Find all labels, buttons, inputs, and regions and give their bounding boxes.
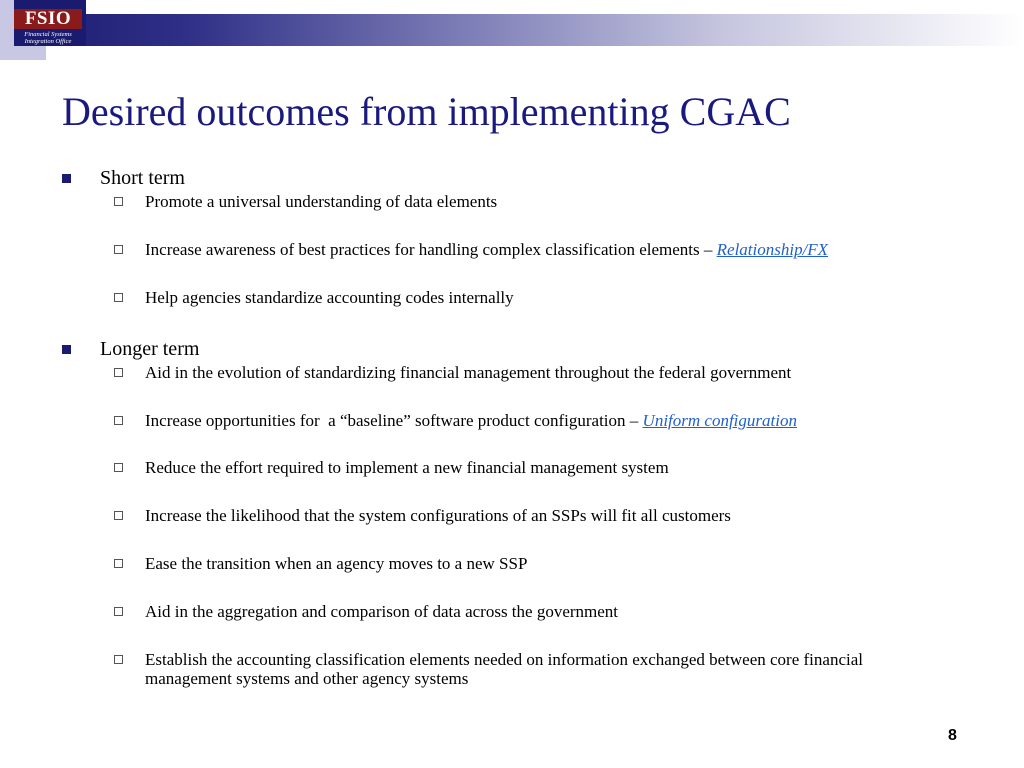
list-item <box>145 554 935 573</box>
list-item-text: Increase the likelihood that the system configurations of an SSPs will fit all customers <box>145 506 731 525</box>
hollow-square-bullet-icon <box>114 197 123 206</box>
hollow-square-bullet-icon <box>114 416 123 425</box>
slide-title: Desired outcomes from implementing CGAC <box>62 89 791 134</box>
list-item <box>145 288 935 307</box>
page-number: 8 <box>948 727 957 744</box>
list-item-text: Aid in the aggregation and comparison of data across the government <box>145 602 619 621</box>
section-heading-longer-term: Longer term <box>100 338 200 360</box>
hollow-square-bullet-icon <box>114 368 123 377</box>
list-item <box>145 411 935 430</box>
logo-abbrev: FSIO <box>14 9 82 29</box>
list-item <box>145 458 935 477</box>
list-item-text: Increase opportunities for a “baseline” software product configuration – <box>145 411 643 430</box>
relationship-fx-link[interactable]: Relationship/FX <box>716 240 829 259</box>
logo-subtitle-line2: Integration Office <box>24 38 72 45</box>
list-item-text: Establish the accounting classification elements needed on information exchanged between core financial management systems and other agency systems <box>145 650 863 688</box>
list-item <box>145 192 935 211</box>
hollow-square-bullet-icon <box>114 463 123 472</box>
hollow-square-bullet-icon <box>114 607 123 616</box>
list-item <box>145 650 935 688</box>
list-item <box>145 506 935 525</box>
square-bullet-icon <box>62 174 71 183</box>
list-item-text: Increase awareness of best practices for handling complex classification elements – <box>145 240 717 259</box>
uniform-configuration-link[interactable]: Uniform configuration <box>642 411 797 430</box>
list-item <box>145 240 935 259</box>
header-gradient-band <box>0 14 1024 46</box>
hollow-square-bullet-icon <box>114 655 123 664</box>
logo-subtitle-line1: Financial Systems <box>24 31 72 38</box>
list-item-text: Help agencies standardize accounting codes internally <box>145 288 514 307</box>
section-heading-short-term: Short term <box>100 167 185 189</box>
hollow-square-bullet-icon <box>114 293 123 302</box>
list-item-text: Promote a universal understanding of data elements <box>145 192 498 211</box>
hollow-square-bullet-icon <box>114 245 123 254</box>
square-bullet-icon <box>62 345 71 354</box>
list-item <box>145 602 935 621</box>
list-item-text: Reduce the effort required to implement a new financial management system <box>145 458 669 477</box>
list-item <box>145 363 935 382</box>
list-item-text: Ease the transition when an agency moves to a new SSP <box>145 554 528 573</box>
list-item-text: Aid in the evolution of standardizing financial management throughout the federal government <box>145 363 792 382</box>
hollow-square-bullet-icon <box>114 511 123 520</box>
hollow-square-bullet-icon <box>114 559 123 568</box>
